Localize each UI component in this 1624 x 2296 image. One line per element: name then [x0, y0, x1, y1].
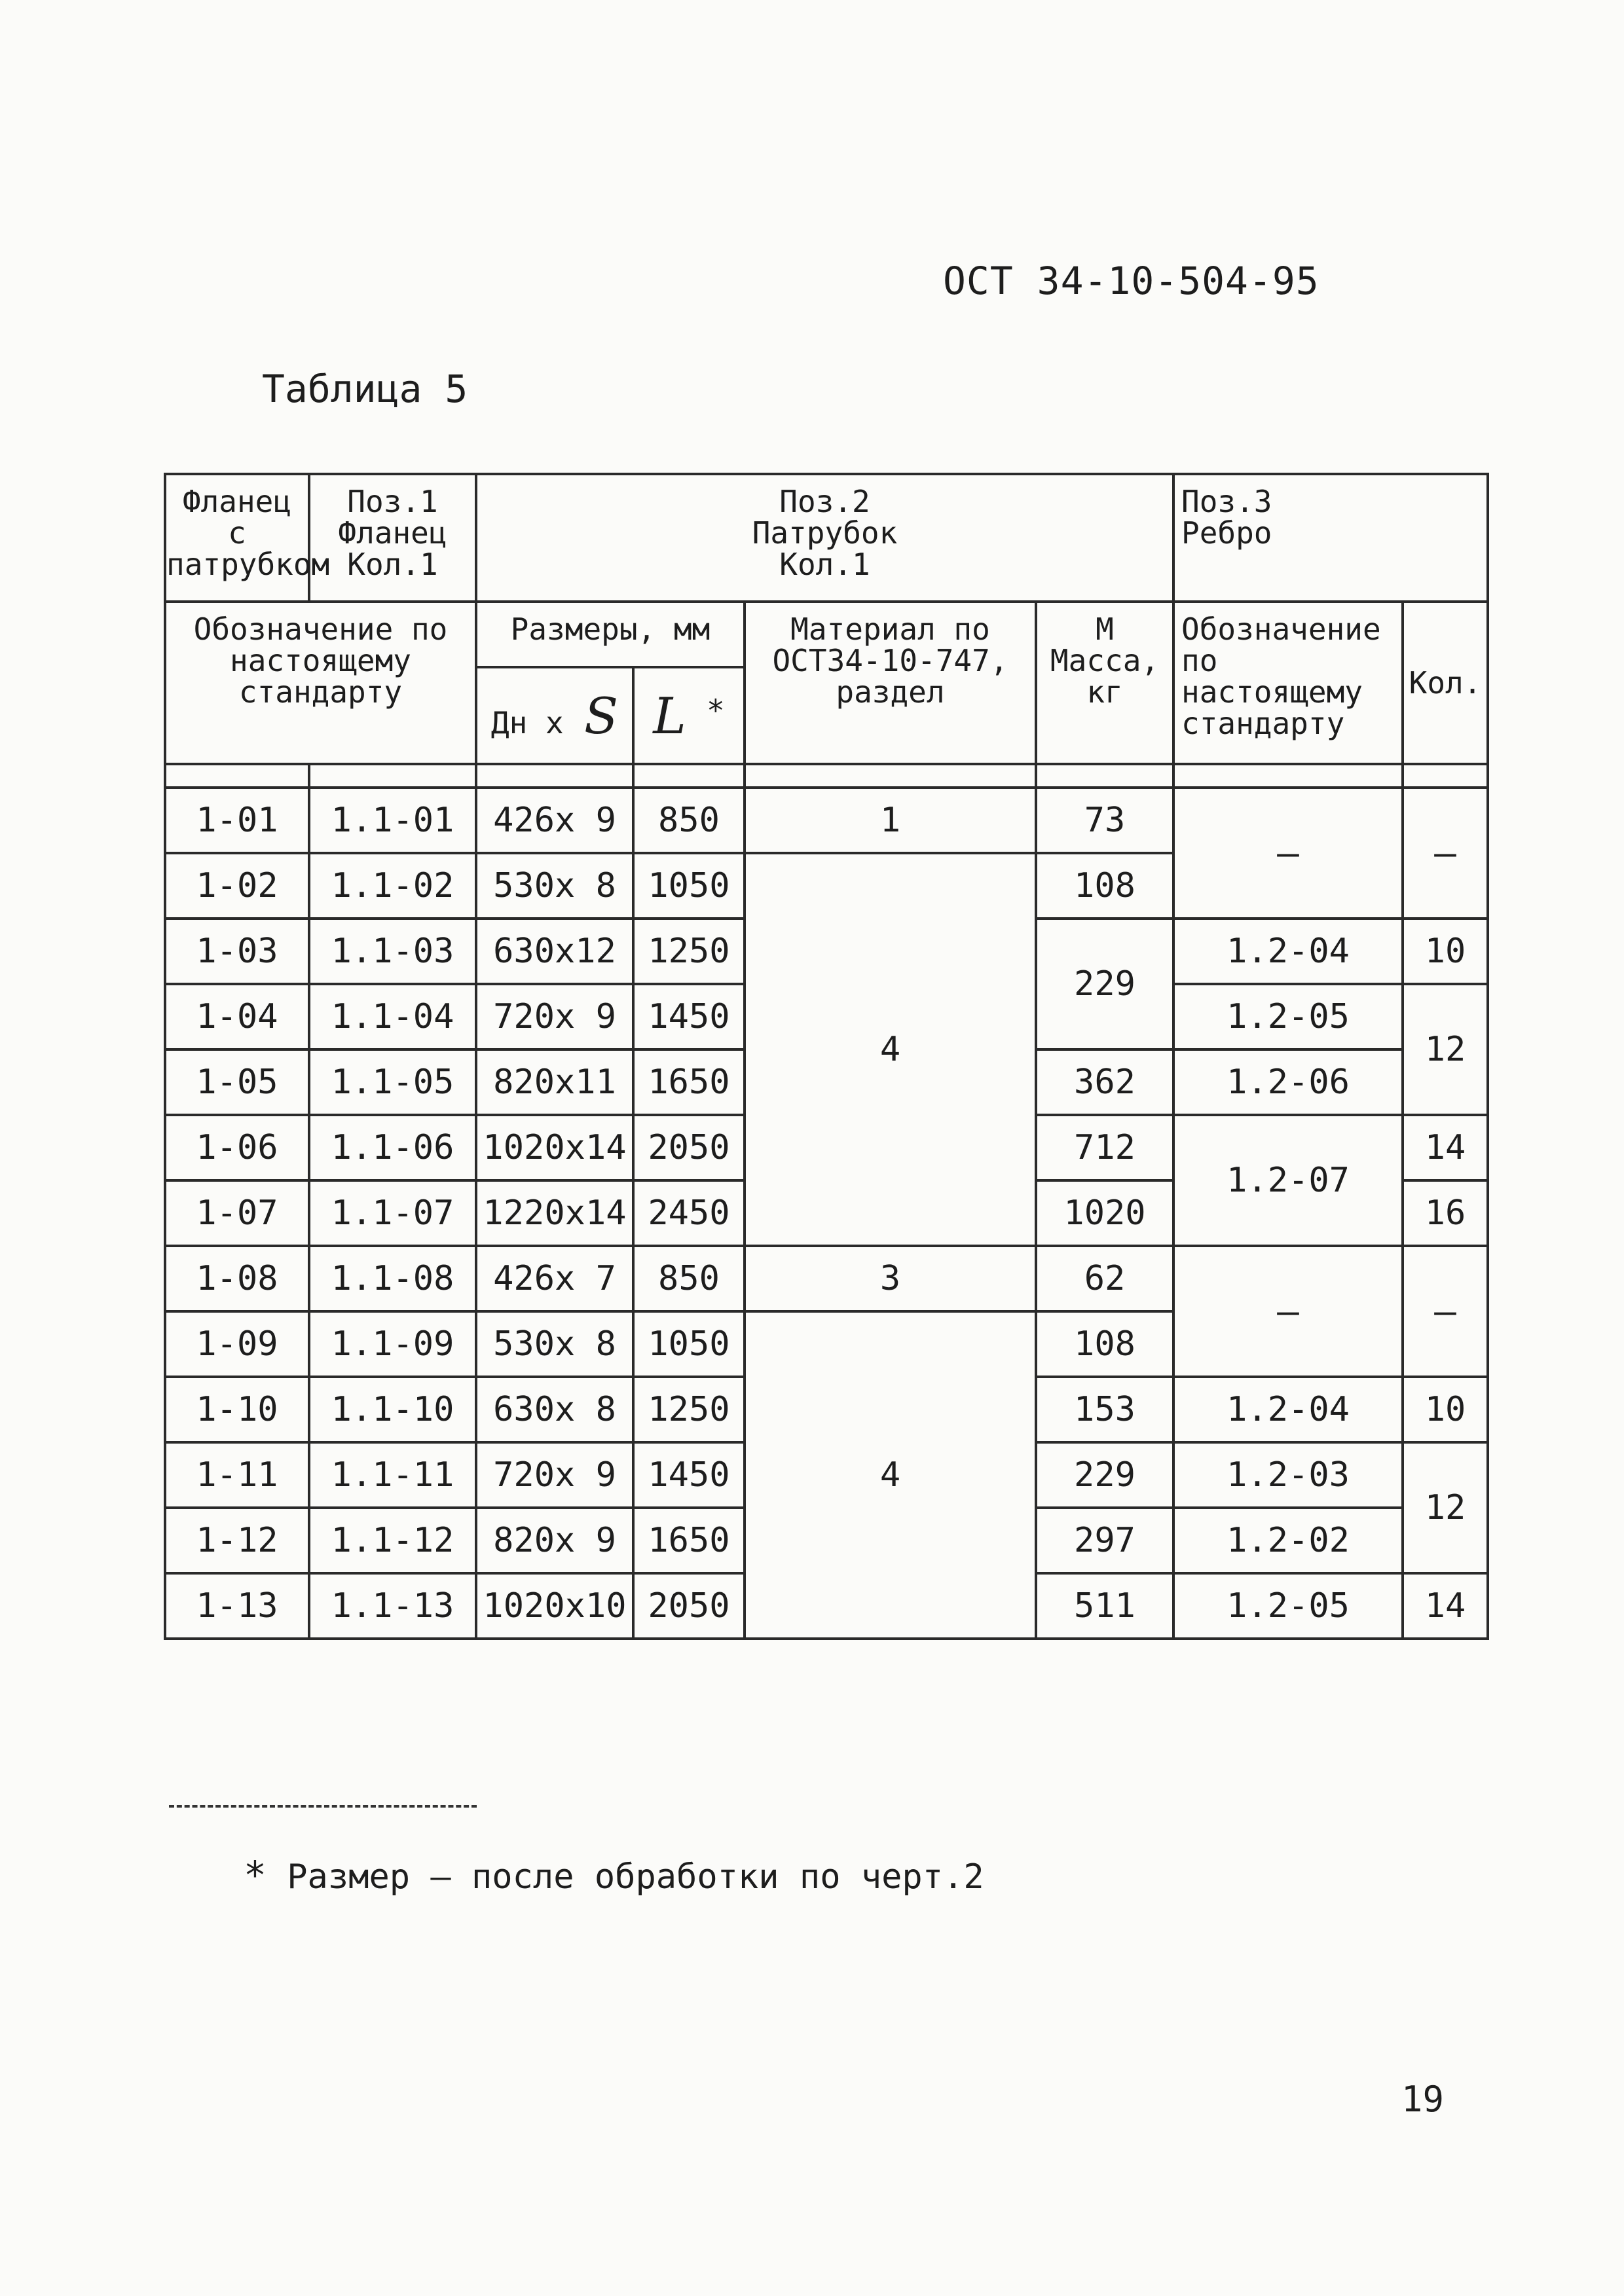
- cell-dn-s: 426х 7: [476, 1246, 633, 1311]
- cell-dn-s: 820х11: [476, 1049, 633, 1115]
- cell-length: 1650: [633, 1508, 745, 1573]
- table-row: [165, 788, 1488, 853]
- cell-quantity: 12: [1403, 984, 1488, 1115]
- cell-flange: 1.1-07: [309, 1180, 476, 1246]
- cell-length: 2450: [633, 1180, 745, 1246]
- cell-quantity: 12: [1403, 1442, 1488, 1573]
- header-row-groups: [165, 474, 1488, 602]
- cell-quantity: 14: [1403, 1115, 1488, 1180]
- cell-flange: 1.1-11: [309, 1442, 476, 1508]
- cell-dn-s: 1220х14: [476, 1180, 633, 1246]
- cell-rib: 1.2-05: [1173, 984, 1403, 1049]
- cell-quantity: 16: [1403, 1180, 1488, 1246]
- cell-rib: 1.2-05: [1173, 1573, 1403, 1639]
- cell-length: 850: [633, 1246, 745, 1311]
- cell-dn-s: 530х 8: [476, 1311, 633, 1377]
- cell-flange: 1.1-01: [309, 788, 476, 853]
- cell-rib: 1.2-02: [1173, 1508, 1403, 1573]
- cell-length: 850: [633, 788, 745, 853]
- cell-length: 1050: [633, 853, 745, 919]
- cell-dn-s: 720х 9: [476, 1442, 633, 1508]
- header-dn-s: [476, 667, 633, 764]
- header-quantity: Кол.: [1403, 602, 1488, 764]
- cell-mass: 362: [1036, 1049, 1173, 1115]
- cell-flange: 1.1-06: [309, 1115, 476, 1180]
- header-rib-designation: Обозначение по настоящему стандарту: [1173, 602, 1403, 764]
- cell-designation: 1-09: [165, 1311, 309, 1377]
- cell-designation: 1-05: [165, 1049, 309, 1115]
- cell-material: 1: [745, 788, 1036, 853]
- cell-material: 4: [745, 1311, 1036, 1639]
- header-pos1: Поз.1 Фланец Кол.1: [309, 474, 476, 602]
- cell-dn-s: 426х 9: [476, 788, 633, 853]
- cell-rib: –: [1173, 1246, 1403, 1377]
- cell-dn-s: 820х 9: [476, 1508, 633, 1573]
- cell-flange: 1.1-09: [309, 1311, 476, 1377]
- cell-flange: 1.1-05: [309, 1049, 476, 1115]
- cell-mass: 108: [1036, 1311, 1173, 1377]
- cell-quantity: –: [1403, 1246, 1488, 1377]
- cell-rib: 1.2-06: [1173, 1049, 1403, 1115]
- header-designation: Обозначение по настоящему стандарту: [165, 602, 476, 764]
- footnote: [244, 1853, 984, 1897]
- cell-rib: 1.2-04: [1173, 919, 1403, 984]
- cell-designation: 1-06: [165, 1115, 309, 1180]
- cell-designation: 1-07: [165, 1180, 309, 1246]
- header-length: [633, 667, 745, 764]
- cell-flange: 1.1-10: [309, 1377, 476, 1442]
- cell-rib: 1.2-04: [1173, 1377, 1403, 1442]
- header-pos3: Поз.3 Ребро: [1173, 474, 1488, 602]
- cell-mass: 1020: [1036, 1180, 1173, 1246]
- cell-mass: 73: [1036, 788, 1173, 853]
- cell-rib: 1.2-07: [1173, 1115, 1403, 1246]
- table-row: [165, 1246, 1488, 1311]
- cell-length: 1450: [633, 984, 745, 1049]
- cell-dn-s: 530х 8: [476, 853, 633, 919]
- cell-dn-s: 1020х14: [476, 1115, 633, 1180]
- header-pos2: Поз.2 Патрубок Кол.1: [476, 474, 1173, 602]
- cell-flange: 1.1-13: [309, 1573, 476, 1639]
- cell-flange: 1.1-03: [309, 919, 476, 984]
- header-gap: [165, 764, 1488, 788]
- cell-dn-s: 630х 8: [476, 1377, 633, 1442]
- header-mass-label: Масса, кг: [1050, 643, 1160, 710]
- cell-length: 1650: [633, 1049, 745, 1115]
- footnote-mark: *: [244, 1853, 267, 1897]
- header-material: Материал по ОСТ34-10-747, раздел: [745, 602, 1036, 764]
- cell-length: 2050: [633, 1115, 745, 1180]
- cell-designation: 1-11: [165, 1442, 309, 1508]
- cell-length: 1450: [633, 1442, 745, 1508]
- header-row-columns: [165, 602, 1488, 667]
- cell-rib: –: [1173, 788, 1403, 919]
- cell-designation: 1-03: [165, 919, 309, 984]
- cell-length: 1050: [633, 1311, 745, 1377]
- cell-designation: 1-01: [165, 788, 309, 853]
- cell-designation: 1-08: [165, 1246, 309, 1311]
- cell-dn-s: 1020х10: [476, 1573, 633, 1639]
- header-length-mark: *: [707, 693, 725, 729]
- cell-flange: 1.1-02: [309, 853, 476, 919]
- cell-designation: 1-12: [165, 1508, 309, 1573]
- cell-mass: 297: [1036, 1508, 1173, 1573]
- cell-material: 3: [745, 1246, 1036, 1311]
- cell-quantity: –: [1403, 788, 1488, 919]
- header-dn-s-symbol: S: [584, 686, 619, 745]
- header-flange-with-pipe: Фланец с патрубком: [165, 474, 309, 602]
- cell-designation: 1-04: [165, 984, 309, 1049]
- cell-dn-s: 630х12: [476, 919, 633, 984]
- cell-flange: 1.1-08: [309, 1246, 476, 1311]
- header-mass: [1036, 602, 1173, 764]
- cell-material: 4: [745, 853, 1036, 1246]
- header-dimensions: Размеры, мм: [476, 602, 745, 667]
- cell-designation: 1-02: [165, 853, 309, 919]
- page-number: 19: [1401, 2079, 1445, 2120]
- cell-dn-s: 720х 9: [476, 984, 633, 1049]
- cell-length: 2050: [633, 1573, 745, 1639]
- cell-mass: 712: [1036, 1115, 1173, 1180]
- cell-quantity: 10: [1403, 1377, 1488, 1442]
- header-dn-s-prefix: Дн х: [490, 704, 564, 740]
- cell-length: 1250: [633, 919, 745, 984]
- cell-mass: 62: [1036, 1246, 1173, 1311]
- cell-mass: 108: [1036, 853, 1173, 919]
- footnote-text: Размер – после обработки по черт.2: [287, 1857, 984, 1897]
- cell-quantity: 14: [1403, 1573, 1488, 1639]
- cell-quantity: 10: [1403, 919, 1488, 984]
- header-mass-symbol: М: [1096, 611, 1114, 647]
- cell-designation: 1-13: [165, 1573, 309, 1639]
- table-title: Таблица 5: [262, 367, 468, 411]
- document-code: ОСТ 34-10-504-95: [943, 259, 1320, 303]
- footnote-divider: [169, 1805, 477, 1808]
- header-length-symbol: L: [653, 686, 686, 745]
- cell-rib: 1.2-03: [1173, 1442, 1403, 1508]
- spec-table: [164, 473, 1489, 1640]
- cell-flange: 1.1-12: [309, 1508, 476, 1573]
- cell-mass: 511: [1036, 1573, 1173, 1639]
- cell-mass: 153: [1036, 1377, 1173, 1442]
- cell-flange: 1.1-04: [309, 984, 476, 1049]
- cell-length: 1250: [633, 1377, 745, 1442]
- cell-mass: 229: [1036, 1442, 1173, 1508]
- cell-mass: 229: [1036, 919, 1173, 1049]
- cell-designation: 1-10: [165, 1377, 309, 1442]
